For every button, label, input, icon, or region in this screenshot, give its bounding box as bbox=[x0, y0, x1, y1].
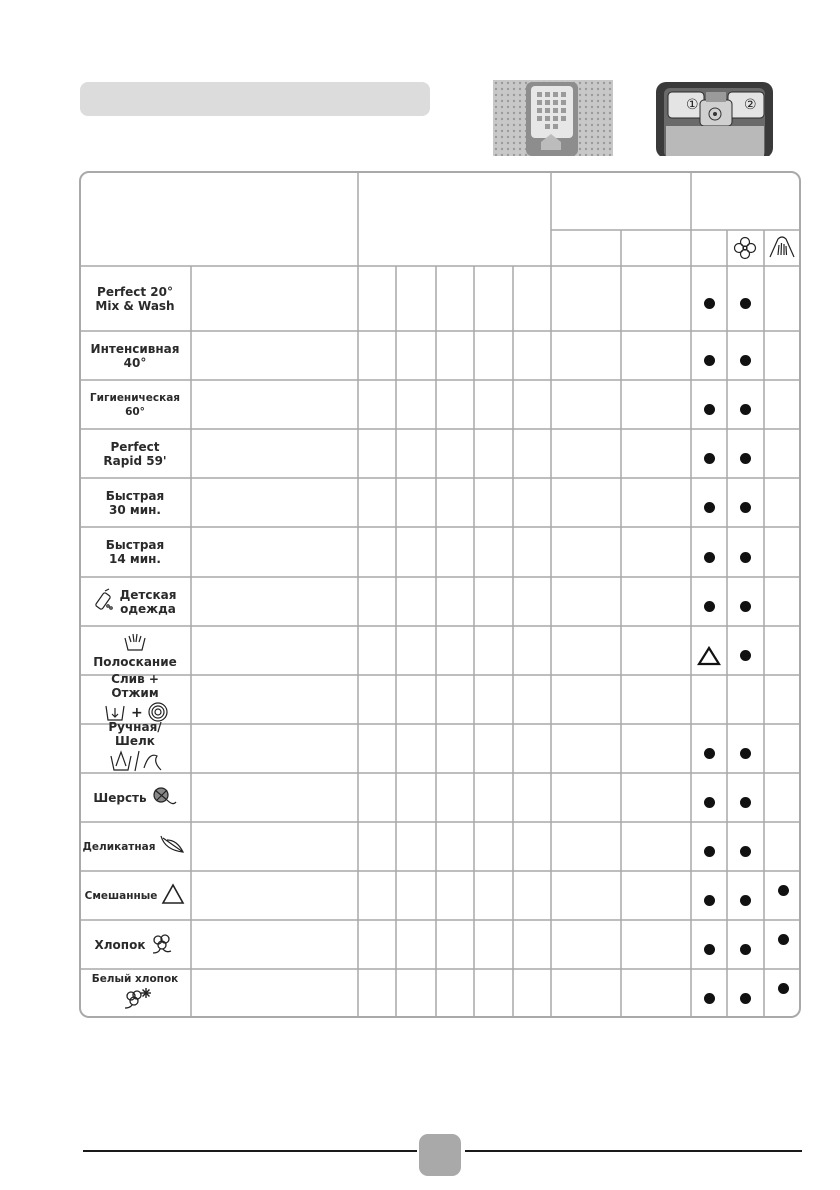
baby-bottle-icon bbox=[94, 588, 116, 615]
program-mark-dot bbox=[704, 601, 715, 612]
program-name-line: Mix & Wash bbox=[95, 298, 175, 313]
program-name bbox=[80, 391, 190, 419]
compartment-2-label: ② bbox=[744, 97, 757, 113]
program-name bbox=[80, 342, 190, 370]
program-name-line: 14 мин. bbox=[109, 552, 161, 566]
program-label-content bbox=[106, 489, 164, 517]
program-mark-dot bbox=[704, 748, 715, 759]
footer-line-left bbox=[83, 1150, 417, 1152]
program-label-content bbox=[80, 391, 190, 419]
compartment-1-label: ① bbox=[686, 97, 699, 113]
program-name-line: одежда bbox=[120, 601, 176, 616]
program-name-line: Быстрая bbox=[105, 488, 165, 503]
program-name-line: Белый хлопок bbox=[91, 973, 179, 985]
program-label-content bbox=[103, 440, 166, 468]
program-name bbox=[103, 440, 166, 468]
program-name-line: 30 мин. bbox=[109, 502, 161, 517]
program-mark-dot bbox=[740, 298, 751, 309]
program-label bbox=[80, 969, 190, 1017]
program-label-content bbox=[80, 972, 190, 1014]
program-label-content bbox=[80, 672, 190, 727]
program-mark-dot bbox=[704, 355, 715, 366]
program-mark-dot bbox=[740, 993, 751, 1004]
program-name-line: Perfect 20° bbox=[97, 284, 173, 299]
program-name bbox=[92, 972, 179, 986]
program-name-line: Слив + bbox=[111, 672, 159, 686]
program-label-content bbox=[106, 538, 164, 566]
program-mark-dot bbox=[740, 453, 751, 464]
triangle-icon bbox=[161, 883, 185, 909]
program-mark-dot bbox=[704, 846, 715, 857]
program-name-line: Смешанные bbox=[84, 889, 158, 902]
program-label bbox=[80, 822, 190, 871]
program-name bbox=[93, 791, 146, 805]
program-name-line: Полоскание bbox=[93, 655, 177, 669]
program-label-content bbox=[95, 931, 176, 958]
program-label bbox=[80, 331, 190, 380]
footer-line-right bbox=[465, 1150, 802, 1152]
program-label bbox=[80, 920, 190, 969]
program-name-line: Интенсивная 40° bbox=[90, 341, 180, 370]
program-label bbox=[80, 626, 190, 675]
program-mark-dot bbox=[704, 552, 715, 563]
program-mark-dot bbox=[740, 895, 751, 906]
program-label bbox=[80, 429, 190, 478]
program-mark-dot bbox=[740, 797, 751, 808]
softener-flower-icon bbox=[733, 236, 757, 260]
program-name-line: Rapid 59' bbox=[103, 453, 167, 468]
rinse-icon bbox=[123, 632, 147, 655]
program-name bbox=[111, 672, 159, 700]
program-mark-dot bbox=[740, 601, 751, 612]
svg-text:+: + bbox=[131, 705, 143, 721]
program-mark-dot bbox=[704, 895, 715, 906]
program-label-content bbox=[80, 342, 190, 370]
program-label-content bbox=[85, 883, 186, 909]
program-mark-dot bbox=[778, 885, 789, 896]
program-name bbox=[120, 588, 177, 616]
program-label bbox=[80, 577, 190, 626]
feather-icon bbox=[159, 834, 187, 860]
program-mark-dot bbox=[740, 846, 751, 857]
program-mark-dot bbox=[740, 355, 751, 366]
program-mark-dot bbox=[704, 298, 715, 309]
cotton-icon bbox=[149, 931, 175, 958]
program-label bbox=[80, 478, 190, 527]
program-label-content bbox=[93, 784, 176, 811]
program-name bbox=[93, 655, 177, 669]
program-mark-dot bbox=[740, 650, 751, 661]
program-name bbox=[95, 938, 146, 952]
program-label bbox=[80, 266, 190, 331]
program-name-line: Детская bbox=[119, 587, 177, 602]
program-label-content bbox=[83, 834, 188, 860]
program-name bbox=[83, 840, 156, 854]
program-name bbox=[108, 720, 161, 748]
program-mark-dot bbox=[704, 944, 715, 955]
program-label bbox=[80, 773, 190, 822]
program-name bbox=[85, 889, 158, 903]
program-name-line: Шелк bbox=[115, 734, 155, 748]
program-mark-dot bbox=[740, 944, 751, 955]
program-name-line: Гигиеническая 60° bbox=[89, 391, 181, 418]
program-label bbox=[80, 672, 190, 724]
program-name-line: Отжим bbox=[111, 686, 159, 700]
program-name-line: Быстрая bbox=[105, 538, 165, 552]
program-mark-dot bbox=[704, 404, 715, 415]
program-mark-dot bbox=[778, 983, 789, 994]
program-mark-dot bbox=[740, 404, 751, 415]
program-label bbox=[80, 380, 190, 429]
program-name-line: Деликатная bbox=[82, 840, 156, 853]
program-mark-dot bbox=[704, 993, 715, 1004]
program-label bbox=[80, 871, 190, 920]
program-label-content bbox=[80, 720, 190, 777]
page-number-tab bbox=[419, 1134, 461, 1176]
white-cotton-icon bbox=[122, 986, 152, 1014]
program-mark-dot bbox=[778, 934, 789, 945]
program-label-content bbox=[95, 285, 174, 313]
program-name bbox=[106, 538, 164, 566]
program-mark-dot bbox=[704, 502, 715, 513]
program-mark-dot bbox=[740, 748, 751, 759]
program-mark-dot bbox=[740, 552, 751, 563]
program-name bbox=[95, 285, 174, 313]
hand-icon bbox=[768, 236, 796, 260]
program-label-content bbox=[93, 632, 177, 669]
program-name bbox=[106, 489, 164, 517]
program-label bbox=[80, 527, 190, 577]
program-name-line: Шерсть bbox=[93, 790, 147, 805]
program-label bbox=[80, 720, 190, 773]
program-mark-dot bbox=[704, 797, 715, 808]
program-name-line: Ручная/ bbox=[108, 720, 162, 734]
program-mark-dot bbox=[740, 502, 751, 513]
program-label-content bbox=[94, 588, 177, 616]
program-name-line: Хлопок bbox=[94, 937, 146, 952]
program-mark-dot bbox=[704, 453, 715, 464]
program-name-line: Perfect bbox=[110, 439, 160, 454]
wool-icon bbox=[151, 784, 177, 811]
program-mark-triangle bbox=[697, 646, 721, 666]
